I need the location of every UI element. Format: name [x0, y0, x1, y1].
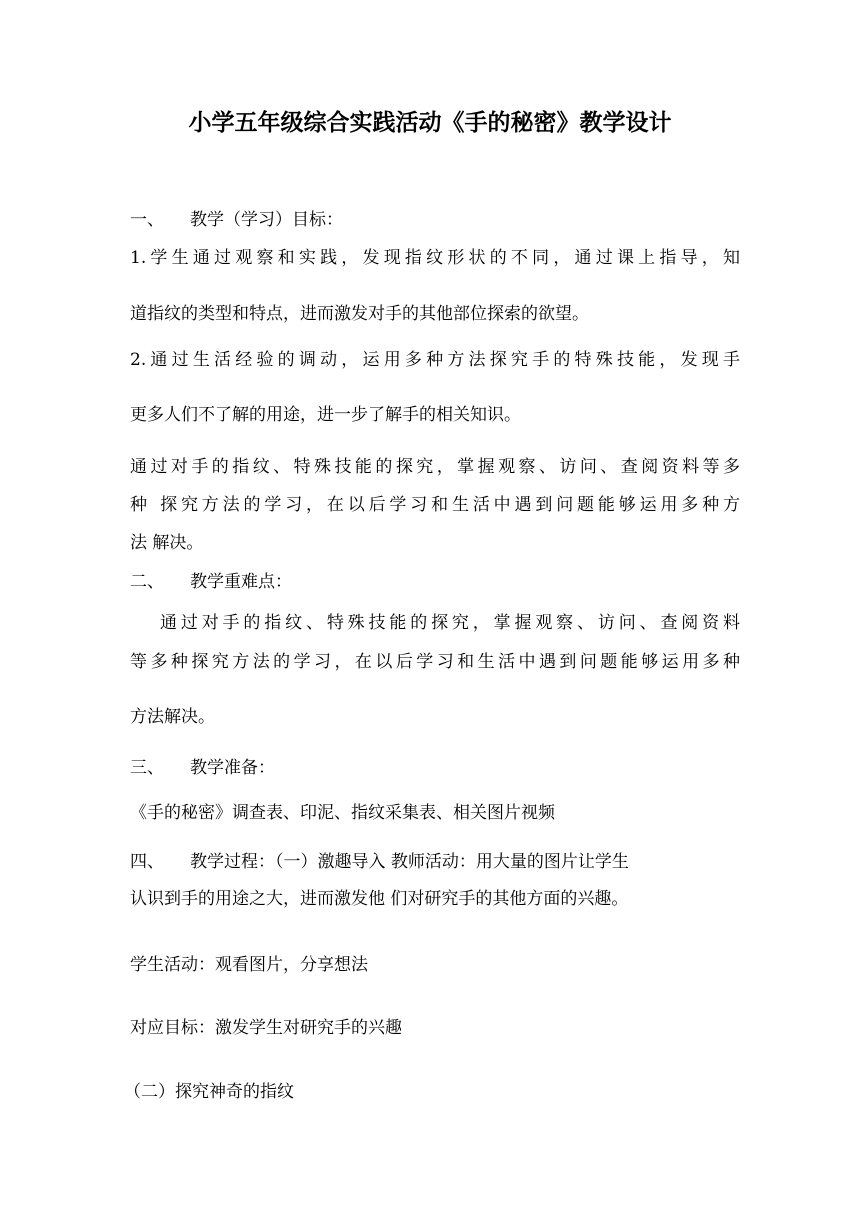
- section-number: 四、: [130, 852, 164, 872]
- goal-1-line-2: 道指纹的类型和特点，进而激发对手的其他部位探索的欲望。: [130, 304, 589, 324]
- materials-list: 《手的秘密》调查表、印泥、指纹采集表、相关图片视频: [130, 803, 555, 823]
- goal-2-line-1: 2.通过生活经验的调动，运用多种方法探究手的特殊技能，发现手: [130, 350, 740, 370]
- document-title: 小学五年级综合实践活动《手的秘密》教学设计: [188, 109, 672, 136]
- section-heading-keypoints: [130, 571, 740, 593]
- section-number: 二、: [130, 572, 164, 592]
- keypoint-line-1: 通过对手的指纹、特殊技能的探究，掌握观察、访问、查阅资料: [160, 613, 740, 633]
- corresponding-target: 对应目标：激发学生对研究手的兴趣: [130, 1018, 402, 1038]
- goal-3-line-3: 法 解决。: [130, 533, 204, 553]
- section-title: 教学过程：（一）激趣导入 教师活动：用大量的图片让学生: [190, 852, 629, 872]
- student-activity: 学生活动：观看图片，分享想法: [130, 955, 368, 975]
- goal-2-line-2: 更多人们不了解的用途，进一步了解手的相关知识。: [130, 405, 521, 425]
- section-number: 三、: [130, 758, 164, 778]
- section-heading-preparation: [130, 757, 740, 779]
- goal-1-line-1: 1.学生通过观察和实践，发现指纹形状的不同，通过课上指导，知: [130, 248, 740, 268]
- subsection-heading: （二）探究神奇的指纹: [124, 1082, 294, 1102]
- goal-3-line-2: 种 探究方法的学习，在以后学习和生活中遇到问题能够运用多种方: [130, 495, 740, 515]
- section-title: 教学准备：: [190, 758, 275, 778]
- section-heading-process: [130, 851, 740, 873]
- keypoint-line-2: 等多种探究方法的学习，在以后学习和生活中遇到问题能够运用多种: [130, 652, 740, 672]
- section-title: 教学重难点：: [190, 572, 292, 592]
- section-title: 教学（学习）目标：: [190, 210, 343, 230]
- process-line-2: 认识到手的用途之大，进而激发他 们对研究手的其他方面的兴趣。: [130, 889, 629, 909]
- goal-3-line-1: 通过对手的指纹、特殊技能的探究，掌握观察、访问、查阅资料等多: [130, 457, 740, 477]
- section-number: 一、: [130, 210, 164, 230]
- keypoint-line-3: 方法解决。: [130, 707, 215, 727]
- section-heading-goals: [130, 209, 740, 231]
